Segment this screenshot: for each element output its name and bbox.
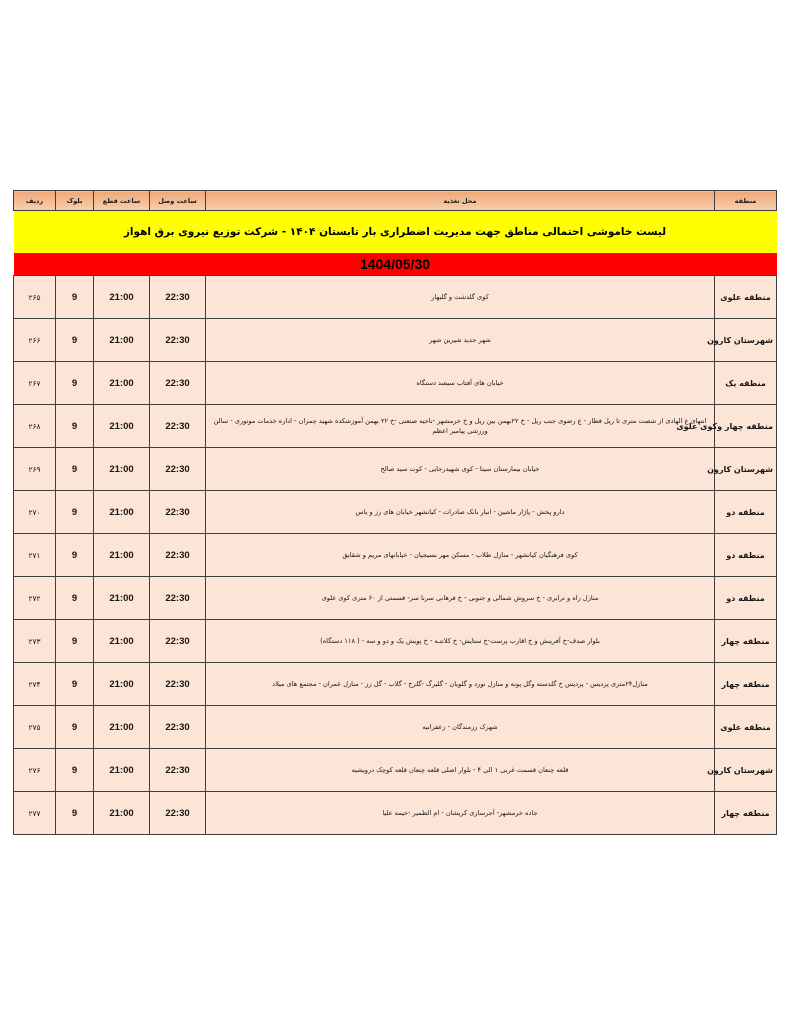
cell-time-on: 22:30 (150, 663, 206, 706)
cell-time-on: 22:30 (150, 534, 206, 577)
cell-time-on: 22:30 (150, 620, 206, 663)
cell-index: ۲۷۵ (14, 706, 56, 749)
cell-feeder: قلعه چنعان قسمت غربی ۱ الی ۴ - بلوار اصلی قلعه چنعان قلعه کوچک درویشیه (206, 749, 715, 792)
cell-index: ۲۶۹ (14, 448, 56, 491)
cell-feeder: جاده خرمشهر- آجرسازی کریشان - ام الطمیر -خیمه علیا (206, 792, 715, 835)
cell-time-on: 22:30 (150, 362, 206, 405)
cell-time-off: 21:00 (94, 792, 150, 835)
cell-block: 9 (56, 749, 94, 792)
table-row (14, 534, 777, 577)
cell-region (715, 706, 777, 749)
cell-time-on: 22:30 (150, 792, 206, 835)
cell-time-on: 22:30 (150, 276, 206, 319)
cell-region (715, 534, 777, 577)
cell-feeder: بلوار صدف-خ آفرینش و خ اقارب پرست-خ ستایش- خ کلانتـه - خ پویش یک و دو و سه - ( ۱۱۸ دستگاه) (206, 620, 715, 663)
region-label: منطقه دو (726, 507, 765, 517)
cell-time-off: 21:00 (94, 362, 150, 405)
cell-block: 9 (56, 362, 94, 405)
cell-block: 9 (56, 448, 94, 491)
cell-time-off: 21:00 (94, 448, 150, 491)
cell-time-off: 21:00 (94, 577, 150, 620)
cell-region (715, 577, 777, 620)
cell-region (715, 276, 777, 319)
outage-table-container (14, 190, 777, 835)
cell-time-off: 21:00 (94, 319, 150, 362)
header-region: منطقه (715, 191, 777, 211)
cell-feeder: انتهای ع الهادی از شصت متری تا ریل قطار - ع رضوی جنب ریل - خ ۲۲بهمن بین ریل و خ خرمشهر -ناحیه صنعتی -خ ۲۲ بهمن آموزشکده شهید چمران - اداره خدمات موتوری - سالن ورزشی پیامبر اعظم (206, 405, 715, 448)
table-header (14, 191, 777, 211)
cell-time-off: 21:00 (94, 663, 150, 706)
cell-index: ۲۶۷ (14, 362, 56, 405)
document-title: لیست خاموشی احتمالی مناطق جهت مدیریت اضطراری بار تابستان ۱۴۰۴ - شرکت توزیع نیروی برق اهواز (14, 211, 777, 254)
cell-index: ۲۶۸ (14, 405, 56, 448)
table-row (14, 749, 777, 792)
table-row (14, 362, 777, 405)
table-row (14, 620, 777, 663)
cell-time-on: 22:30 (150, 577, 206, 620)
header-index: ردیف (14, 191, 56, 211)
table-row (14, 491, 777, 534)
cell-time-on: 22:30 (150, 405, 206, 448)
cell-feeder: دارو پخش - پاژار ماشین - انبار بانک صادرات - کیانشهر خیابان های رز و یاس (206, 491, 715, 534)
cell-feeder: شهر جدید شیرین شهر (206, 319, 715, 362)
header-feeder: محل تغذیه (206, 191, 715, 211)
table-row (14, 448, 777, 491)
cell-feeder: کوی فرهنگیان کیانشهر - منازل طلاب - مسکن مهر بسیجیان - خیابانهای مریم و شقایق (206, 534, 715, 577)
cell-block: 9 (56, 276, 94, 319)
cell-block: 9 (56, 405, 94, 448)
region-label: منطقه یک (725, 378, 766, 388)
header-row (14, 191, 777, 211)
header-block: بلوک (56, 191, 94, 211)
cell-index: ۲۷۱ (14, 534, 56, 577)
region-label: شهرستان کارون (707, 464, 773, 474)
table-row (14, 577, 777, 620)
cell-region (676, 405, 777, 448)
table-row (14, 663, 777, 706)
table-row (14, 706, 777, 749)
region-label: شهرستان کارون (707, 765, 773, 775)
table-row (14, 792, 777, 835)
document-title-band (14, 211, 777, 254)
cell-region (715, 663, 777, 706)
table-body (14, 276, 777, 835)
cell-region (707, 319, 777, 362)
outage-schedule-table (13, 190, 777, 835)
cell-block: 9 (56, 577, 94, 620)
region-label: منطقه دو (726, 593, 765, 603)
cell-index: ۲۶۶ (14, 319, 56, 362)
cell-time-on: 22:30 (150, 491, 206, 534)
cell-index: ۲۷۰ (14, 491, 56, 534)
table-row (14, 405, 777, 448)
cell-block: 9 (56, 534, 94, 577)
cell-time-off: 21:00 (94, 706, 150, 749)
cell-feeder: شهرک رزمندگان - زعفرانیه (206, 706, 715, 749)
cell-feeder: خیابان بیمارستان سینا - کوی شهیدرجایی - کوت سید صالح (206, 448, 715, 491)
cell-region (707, 749, 777, 792)
table-row (14, 276, 777, 319)
cell-region (715, 491, 777, 534)
cell-time-off: 21:00 (94, 749, 150, 792)
cell-time-on: 22:30 (150, 706, 206, 749)
cell-block: 9 (56, 620, 94, 663)
cell-time-off: 21:00 (94, 405, 150, 448)
cell-block: 9 (56, 663, 94, 706)
cell-time-off: 21:00 (94, 276, 150, 319)
region-label: منطقه علوی (720, 722, 771, 732)
region-label: منطقه چهار (721, 636, 770, 646)
cell-block: 9 (56, 491, 94, 534)
cell-index: ۲۷۷ (14, 792, 56, 835)
cell-feeder: منازل راه و ترابری - خ سروش شمالی و جنوبی - خ فرهانی سرنا سر- قسمتی از ۶۰ متری کوی علوی (206, 577, 715, 620)
cell-feeder: خیابان های آفتاب سیصد دستگاه (206, 362, 715, 405)
table-row (14, 319, 777, 362)
cell-index: ۲۷۳ (14, 620, 56, 663)
cell-region (715, 792, 777, 835)
cell-region (715, 620, 777, 663)
region-label: منطقه چهار وکوی علوی (676, 421, 773, 431)
cell-time-on: 22:30 (150, 319, 206, 362)
region-label: منطقه چهار (721, 808, 770, 818)
cell-block: 9 (56, 706, 94, 749)
cell-time-on: 22:30 (150, 749, 206, 792)
cell-block: 9 (56, 319, 94, 362)
cell-index: ۲۶۵ (14, 276, 56, 319)
region-label: منطقه دو (726, 550, 765, 560)
region-label: منطقه علوی (720, 292, 771, 302)
cell-index: ۲۷۶ (14, 749, 56, 792)
cell-region (715, 362, 777, 405)
header-time-on: ساعت وصل (150, 191, 206, 211)
cell-time-off: 21:00 (94, 620, 150, 663)
header-time-off: ساعت قطع (94, 191, 150, 211)
cell-block: 9 (56, 792, 94, 835)
cell-time-on: 22:30 (150, 448, 206, 491)
document-date: 1404/05/30 (14, 253, 777, 276)
cell-region (707, 448, 777, 491)
cell-time-off: 21:00 (94, 534, 150, 577)
cell-index: ۲۷۲ (14, 577, 56, 620)
cell-feeder: کوی گلدشت و گلبهار (206, 276, 715, 319)
region-label: شهرستان کارون (707, 335, 773, 345)
cell-feeder: منازل۲۴متری پردیس - پردیس خ گلدسته وگل پونه و منازل نورد و گلویان - گلبرگ -گلرخ - گلاب - گل رز - منازل عمران - مجتمع های میلاد (206, 663, 715, 706)
cell-index: ۲۷۴ (14, 663, 56, 706)
document-date-band (14, 253, 777, 276)
cell-time-off: 21:00 (94, 491, 150, 534)
region-label: منطقه چهار (721, 679, 770, 689)
